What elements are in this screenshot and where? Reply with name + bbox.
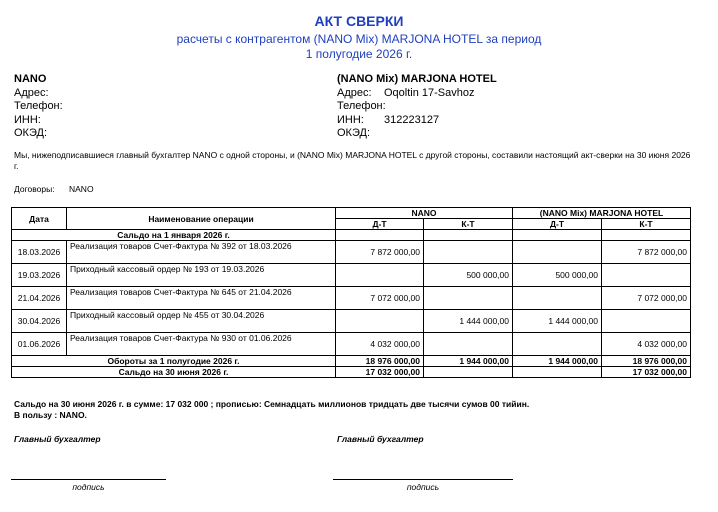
table-row: [12, 287, 691, 310]
row-right-dt: [513, 241, 602, 264]
row-date: 18.03.2026: [12, 241, 67, 264]
table-header-row: [12, 208, 691, 219]
opening-balance-label: Сальдо на 1 января 2026 г.: [12, 230, 336, 241]
row-right-kt: 4 032 000,00: [602, 333, 691, 356]
right-inn-label: ИНН:: [337, 114, 364, 126]
row-left-dt: [336, 310, 424, 333]
row-left-kt: [424, 333, 513, 356]
row-right-dt: [513, 333, 602, 356]
table-row: [12, 310, 691, 333]
row-left-dt: [336, 264, 424, 287]
left-signature-title: Главный бухгалтер: [14, 434, 101, 444]
row-left-kt: [424, 241, 513, 264]
document-period: 1 полугодие 2026 г.: [305, 47, 413, 61]
row-right-kt: 7 872 000,00: [602, 241, 691, 264]
row-right-kt: [602, 310, 691, 333]
row-right-dt: 500 000,00: [513, 264, 602, 287]
left-address-label: Адрес:: [14, 87, 49, 99]
right-oked-label: ОКЭД:: [337, 127, 371, 139]
col-operation-header: Наименование операции: [67, 208, 336, 230]
col-date-header: Дата: [12, 208, 67, 230]
turnover-right-dt: 1 944 000,00: [513, 356, 602, 367]
row-date: 30.04.2026: [12, 310, 67, 333]
row-right-kt: [602, 264, 691, 287]
row-operation: Приходный кассовый ордер № 455 от 30.04.2026: [67, 310, 336, 333]
opening-balance-row: [12, 230, 691, 241]
right-party-name: (NANO Mix) MARJONA HOTEL: [337, 73, 497, 85]
summary-in-favor: В пользу : NANO.: [14, 410, 87, 420]
left-inn-label: ИНН:: [14, 114, 41, 126]
row-operation: Реализация товаров Счет-Фактура № 392 от 18.03.2026: [67, 241, 336, 264]
left-kt-header: К-Т: [424, 219, 513, 230]
row-operation: Реализация товаров Счет-Фактура № 930 от 01.06.2026: [67, 333, 336, 356]
row-date: 21.04.2026: [12, 287, 67, 310]
row-date: 01.06.2026: [12, 333, 67, 356]
right-inn-value: 312223127: [384, 114, 440, 126]
right-signature-line: [333, 479, 513, 480]
closing-left-dt: 17 032 000,00: [336, 367, 424, 378]
row-right-kt: 7 072 000,00: [602, 287, 691, 310]
row-left-dt: 4 032 000,00: [336, 333, 424, 356]
right-phone-label: Телефон:: [337, 100, 386, 112]
row-left-dt: 7 072 000,00: [336, 287, 424, 310]
contracts-value: NANO: [69, 184, 94, 194]
table-row: [12, 241, 691, 264]
summary-balance: Сальдо на 30 июня 2026 г. в сумме: 17 032 000 ; прописью: Семнадцать миллионов тридцать две тысячи сумов 00 тийин.: [14, 399, 530, 409]
row-left-kt: 500 000,00: [424, 264, 513, 287]
left-dt-header: Д-Т: [336, 219, 424, 230]
right-dt-header: Д-Т: [513, 219, 602, 230]
left-oked-label: ОКЭД:: [14, 127, 48, 139]
right-address-value: Oqoltin 17-Savhoz: [384, 87, 475, 99]
contracts-label: Договоры:: [14, 184, 55, 194]
group-left-header: NANO: [336, 208, 513, 219]
group-right-header: (NANO Mix) MARJONA HOTEL: [513, 208, 691, 219]
row-operation: Приходный кассовый ордер № 193 от 19.03.2026: [67, 264, 336, 287]
closing-balance-row: [12, 367, 691, 378]
reconciliation-table: [11, 207, 691, 378]
right-signature-title: Главный бухгалтер: [337, 434, 424, 444]
right-kt-header: К-Т: [602, 219, 691, 230]
table-row: [12, 264, 691, 287]
row-left-kt: 1 444 000,00: [424, 310, 513, 333]
row-right-dt: 1 444 000,00: [513, 310, 602, 333]
turnover-label: Обороты за 1 полугодие 2026 г.: [12, 356, 336, 367]
table-row: [12, 333, 691, 356]
turnover-right-kt: 18 976 000,00: [602, 356, 691, 367]
row-left-dt: 7 872 000,00: [336, 241, 424, 264]
right-address-label: Адрес:: [337, 87, 372, 99]
turnover-left-kt: 1 944 000,00: [424, 356, 513, 367]
left-signature-caption: подпись: [72, 482, 105, 492]
intro-text: Мы, нижеподписавшиеся главный бухгалтер NANO с одной стороны, и (NANO Mix) MARJONA HOTEL с другой стороны, составили настоящий акт-сверки на 30 июня 2026 г.: [14, 150, 691, 171]
document-subtitle: расчеты с контрагентом (NANO Mix) MARJONA HOTEL за период: [176, 32, 542, 46]
document-title: АКТ СВЕРКИ: [314, 13, 404, 29]
row-date: 19.03.2026: [12, 264, 67, 287]
row-left-kt: [424, 287, 513, 310]
row-right-dt: [513, 287, 602, 310]
turnover-row: [12, 356, 691, 367]
row-operation: Реализация товаров Счет-Фактура № 645 от 21.04.2026: [67, 287, 336, 310]
left-phone-label: Телефон:: [14, 100, 63, 112]
closing-left-kt: [424, 367, 513, 378]
left-signature-line: [11, 479, 166, 480]
closing-right-kt: 17 032 000,00: [602, 367, 691, 378]
turnover-left-dt: 18 976 000,00: [336, 356, 424, 367]
right-signature-caption: подпись: [406, 482, 440, 492]
left-party-name: NANO: [14, 73, 47, 85]
closing-right-dt: [513, 367, 602, 378]
closing-balance-label: Сальдо на 30 июня 2026 г.: [12, 367, 336, 378]
